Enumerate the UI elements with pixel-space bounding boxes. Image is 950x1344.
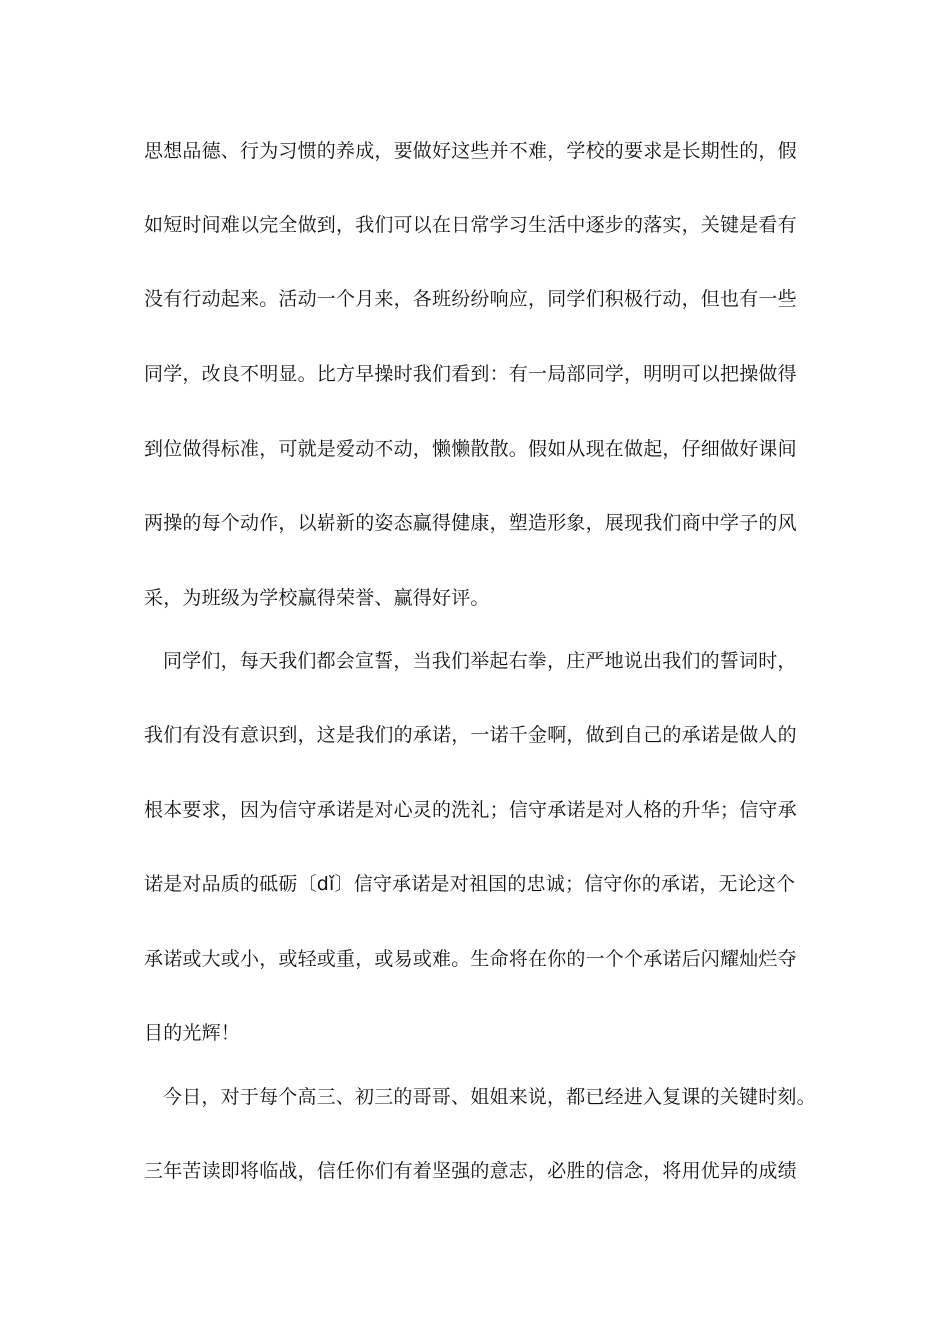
text-line: 承诺或大或小，或轻或重，或易或难。生命将在你的一个个承诺后闪耀灿烂夺 [144,948,797,970]
text-line: 采，为班级为学校赢得荣誉、赢得好评。 [144,587,490,609]
text-line: 三年苦读即将临战，信任你们有着坚强的意志，必胜的信念，将用优异的成绩 [144,1160,797,1182]
text-line: 诺是对品质的砥砺〔dǐ〕信守承诺是对祖国的忠诚；信守你的承诺，无论这个 [144,873,796,895]
text-line: 如短时间难以完全做到，我们可以在日常学习生活中逐步的落实，关键是看有 [144,214,797,236]
paragraph-start-line: 今日，对于每个高三、初三的哥哥、姐姐来说，都已经进入复课的关键时刻。 [163,1086,816,1108]
text-line: 到位做得标准，可就是爱动不动，懒懒散散。假如从现在做起，仔细做好课间 [144,438,797,460]
text-line: 我们有没有意识到，这是我们的承诺，一诺千金啊，做到自己的承诺是做人的 [144,724,797,746]
text-line: 思想品德、行为习惯的养成，要做好这些并不难，学校的要求是长期性的，假 [144,140,797,162]
text-line: 根本要求，因为信守承诺是对心灵的洗礼；信守承诺是对人格的升华；信守承 [144,799,797,821]
text-line: 两操的每个动作，以崭新的姿态赢得健康，塑造形象，展现我们商中学子的风 [144,512,797,534]
text-line: 目的光辉！ [144,1022,241,1044]
text-line: 没有行动起来。活动一个月来，各班纷纷响应，同学们积极行动，但也有一些 [144,288,797,310]
text-line: 同学，改良不明显。比方早操时我们看到：有一局部同学，明明可以把操做得 [144,363,797,385]
paragraph-start-line: 同学们，每天我们都会宣誓，当我们举起右拳，庄严地说出我们的誓词时， [163,650,797,672]
